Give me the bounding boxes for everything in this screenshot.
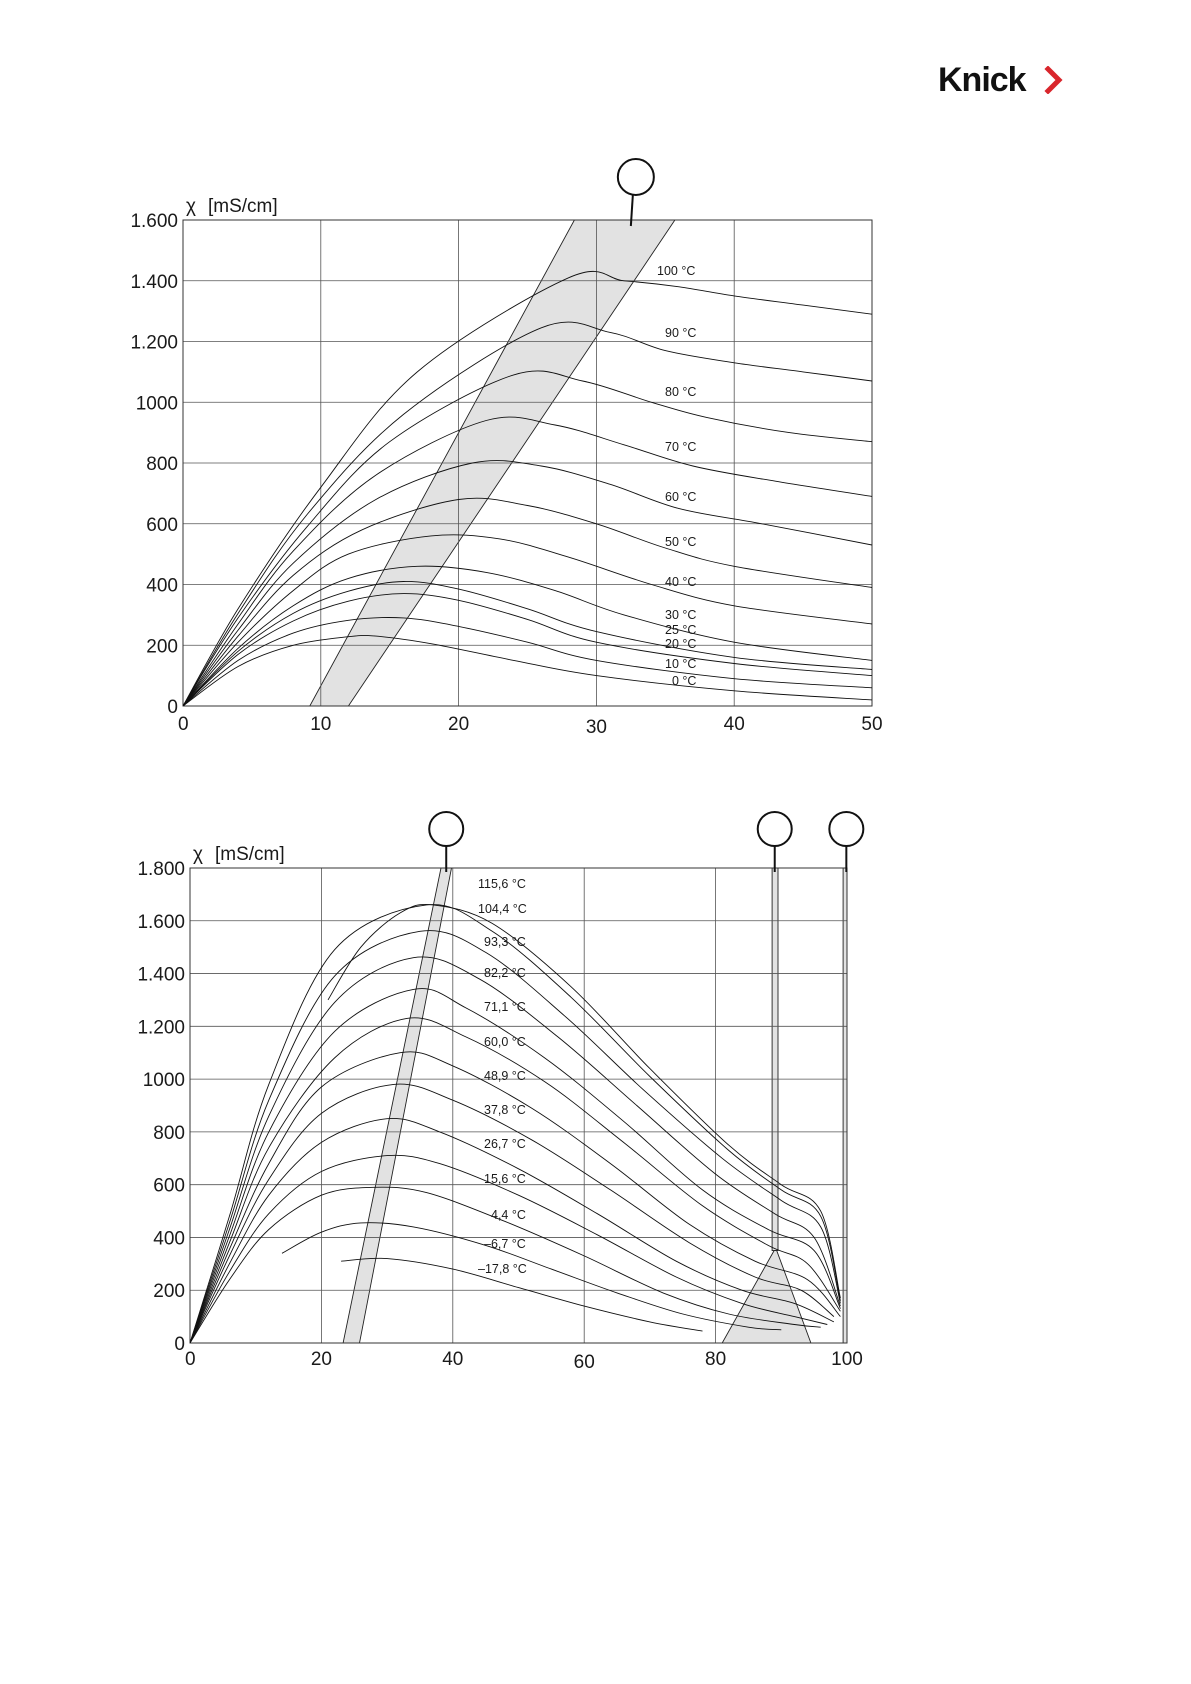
y-axis-unit: [mS/cm] <box>215 844 285 865</box>
series-label-82-2-c: 82,2 °C <box>484 966 526 980</box>
x-tick-label: 40 <box>723 714 745 735</box>
band-e <box>843 868 850 1343</box>
callout-c-circle <box>758 812 792 846</box>
x-tick-label: 20 <box>448 714 470 735</box>
series-line-48-9-c <box>190 1052 840 1343</box>
series-label-17-8-c: –17,8 °C <box>478 1262 527 1276</box>
callouts <box>429 812 863 872</box>
series-label-4-4-c: 4,4 °C <box>491 1208 526 1222</box>
x-tick-label: 40 <box>442 1349 464 1370</box>
y-tick-label: 800 <box>146 454 178 475</box>
x-tick-label: 100 <box>831 1349 863 1370</box>
series-label-71-1-c: 71,1 °C <box>484 1000 526 1014</box>
series-label-60-c: 60 °C <box>665 490 697 504</box>
series-label-60-0-c: 60,0 °C <box>484 1035 526 1049</box>
callout-b-circle <box>429 812 463 846</box>
series-label-115-6-c: 115,6 °C <box>478 877 526 891</box>
series-label-90-c: 90 °C <box>665 326 697 340</box>
x-tick-label: 50 <box>861 714 883 735</box>
series-label-15-6-c: 15,6 °C <box>484 1172 526 1186</box>
series-label-104-4-c: 104,4 °C <box>478 902 527 916</box>
y-axis-symbol: χ <box>193 844 203 865</box>
x-tick-label: 10 <box>310 714 332 735</box>
series-label-30-c: 30 °C <box>665 608 697 622</box>
y-tick-label: 1.800 <box>137 859 185 880</box>
series-label-26-7-c: 26,7 °C <box>484 1137 526 1151</box>
series-label-20-c: 20 °C <box>665 637 697 651</box>
x-tick-label: 0 <box>185 1349 196 1370</box>
series-label-6-7-c: –6,7 °C <box>484 1237 526 1251</box>
series-label-50-c: 50 °C <box>665 535 697 549</box>
y-tick-label: 1.400 <box>130 271 178 293</box>
y-tick-label: 0 <box>167 697 178 718</box>
x-tick-label: 80 <box>705 1349 727 1370</box>
series-label-70-c: 70 °C <box>665 440 697 454</box>
series-label-40-c: 40 °C <box>665 575 697 589</box>
y-tick-label: 600 <box>153 1175 185 1197</box>
series-label-48-9-c: 48,9 °C <box>484 1069 526 1083</box>
series-label-93-3-c: 93,3 °C <box>484 935 526 949</box>
logo-text: Knick <box>938 60 1026 99</box>
y-tick-label: 1.600 <box>130 211 178 232</box>
callout-d-circle <box>829 812 863 846</box>
y-tick-label: 800 <box>153 1122 185 1144</box>
y-tick-label: 400 <box>146 575 178 597</box>
y-tick-label: 0 <box>174 1334 185 1355</box>
x-tick-label: 60 <box>573 1352 595 1373</box>
y-tick-label: 600 <box>146 514 178 536</box>
series-label-0-c: 0 °C <box>672 674 697 688</box>
series-label-80-c: 80 °C <box>665 385 697 399</box>
y-tick-label: 200 <box>146 636 178 658</box>
series-labels <box>478 877 527 1276</box>
series-label-10-c: 10 °C <box>665 657 697 671</box>
x-tick-label: 30 <box>585 717 607 738</box>
series-label-100-c: 100 °C <box>657 264 696 278</box>
y-axis-symbol: χ <box>186 196 196 217</box>
series-label-37-8-c: 37,8 °C <box>484 1103 526 1117</box>
band-c <box>772 868 778 1251</box>
y-axis-unit: [mS/cm] <box>208 196 278 217</box>
band-b <box>343 868 451 1343</box>
y-tick-label: 400 <box>153 1228 185 1250</box>
y-tick-label: 1000 <box>142 1070 185 1092</box>
y-tick-label: 1.400 <box>137 964 185 986</box>
y-tick-label: 200 <box>153 1281 185 1303</box>
x-tick-label: 20 <box>310 1349 332 1370</box>
y-tick-label: 1.200 <box>137 1017 185 1039</box>
y-tick-label: 1000 <box>135 393 178 415</box>
y-tick-label: 1.200 <box>130 332 178 354</box>
y-tick-label: 1.600 <box>137 911 185 933</box>
x-tick-label: 0 <box>178 714 189 735</box>
series-label-25-c: 25 °C <box>665 623 697 637</box>
shaded-bands <box>343 868 849 1343</box>
